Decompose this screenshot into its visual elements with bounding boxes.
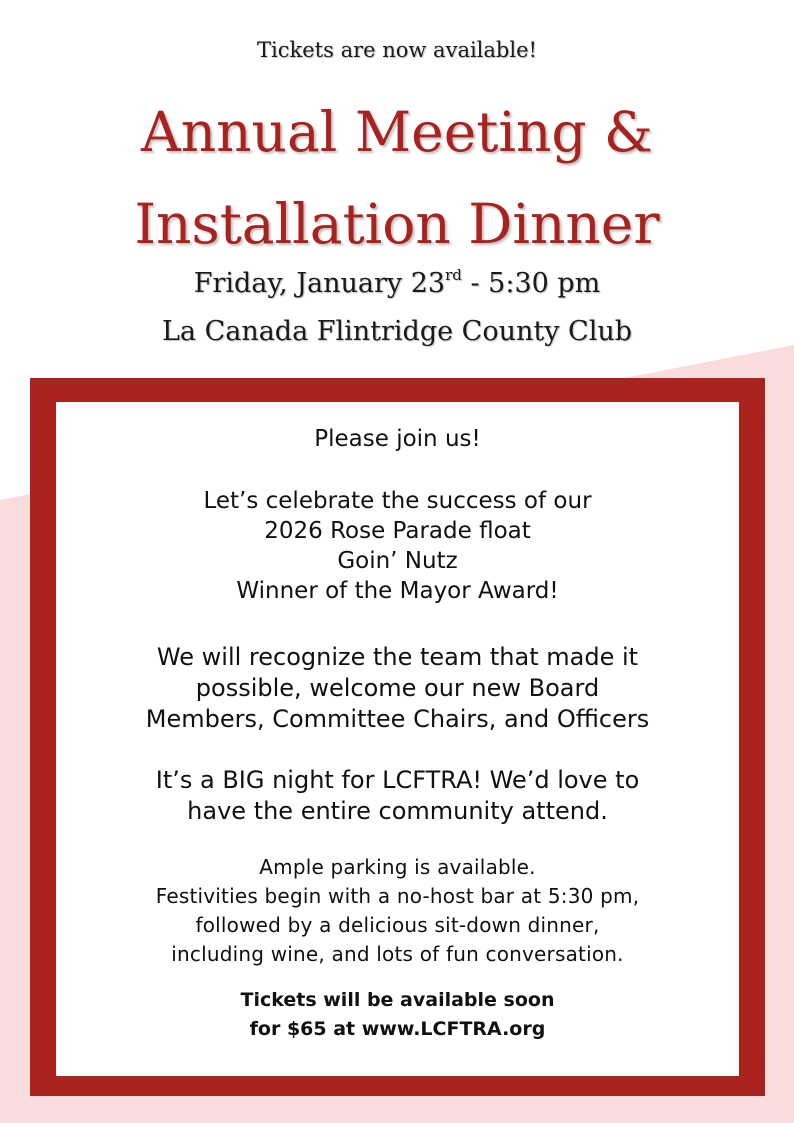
big-night-line: It’s a BIG night for LCFTRA! We’d love to [155, 766, 640, 794]
celebrate-line: 2026 Rose Parade float [264, 518, 531, 544]
celebrate-line: Let’s celebrate the success of our [203, 488, 592, 514]
content-panel [56, 402, 739, 1076]
details-line: Ample parking is available. [259, 855, 536, 879]
tickets-line: for $65 at www.LCFTRA.org [249, 1018, 546, 1040]
details-paragraph [56, 853, 739, 969]
details-line: Festivities begin with a no-host bar at 5:30 pm, [155, 884, 640, 908]
celebrate-line: Winner of the Mayor Award! [236, 578, 559, 604]
event-date-time: - 5:30 pm [461, 268, 601, 299]
event-date-ordinal: rd [445, 266, 462, 284]
red-frame [30, 378, 765, 1096]
celebrate-paragraph [56, 486, 739, 606]
event-venue: La Canada Flintridge County Club [161, 316, 633, 347]
details-line: including wine, and lots of fun conversation. [171, 942, 624, 966]
recognize-line: possible, welcome our new Board [195, 674, 600, 702]
recognize-line: Members, Committee Chairs, and Officers [145, 705, 650, 733]
celebrate-line: Goin’ Nutz [337, 548, 458, 574]
details-line: followed by a delicious sit-down dinner, [195, 913, 600, 937]
invite-text: Please join us! [314, 426, 481, 452]
event-title [0, 86, 794, 270]
event-date-prefix: Friday, January 23 [193, 268, 446, 299]
tickets-tagline: Tickets are now available! [257, 38, 537, 62]
event-title-line-2: Installation Dinner [134, 192, 660, 256]
tickets-line: Tickets will be available soon [240, 989, 555, 1011]
event-title-line-1: Annual Meeting & [140, 100, 654, 164]
event-date [0, 268, 794, 299]
tickets-paragraph [56, 986, 739, 1044]
big-night-line: have the entire community attend. [187, 797, 608, 825]
recognize-paragraph [56, 642, 739, 735]
big-night-paragraph [56, 765, 739, 827]
recognize-line: We will recognize the team that made it [156, 643, 639, 671]
